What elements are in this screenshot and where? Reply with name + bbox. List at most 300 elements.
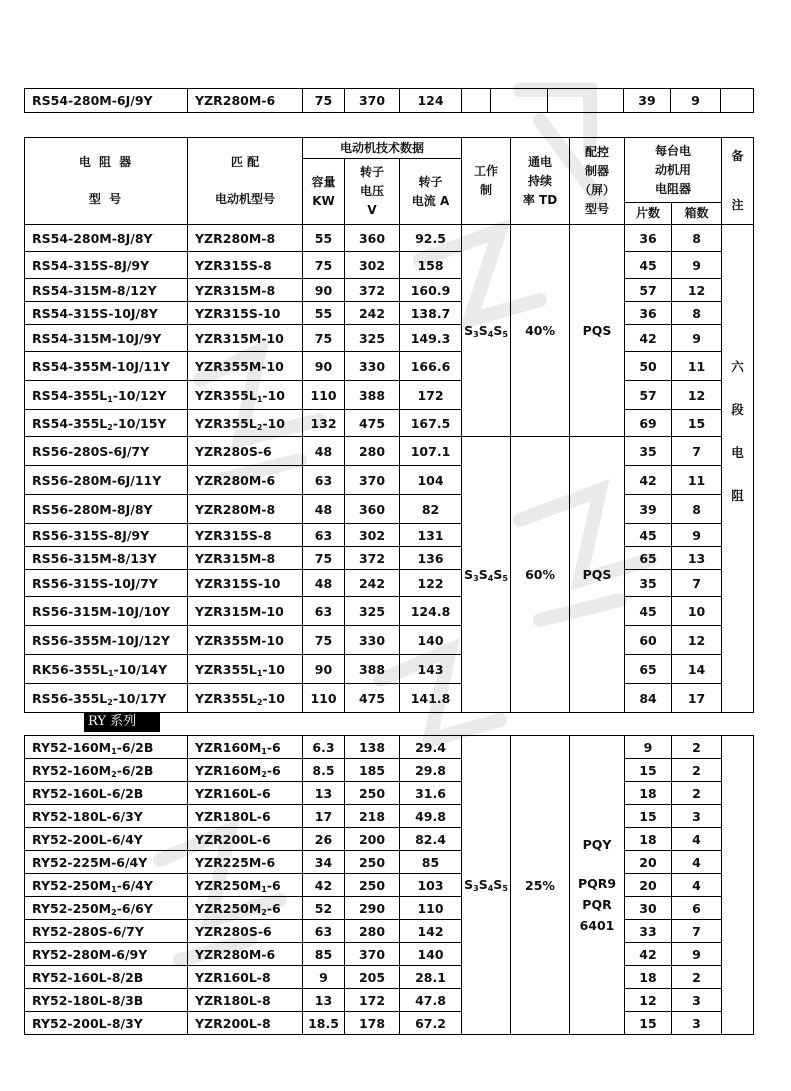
rotor-current: 47.8	[400, 989, 462, 1012]
rotor-voltage: 280	[345, 920, 400, 943]
header-resistor-type	[25, 138, 188, 225]
boxes-count: 2	[672, 736, 722, 759]
rotor-voltage: 250	[345, 851, 400, 874]
boxes-count: 13	[672, 547, 722, 570]
rotor-current: 49.8	[400, 805, 462, 828]
table-row	[25, 626, 754, 655]
pieces-count: 65	[625, 547, 672, 570]
pieces-count: 15	[625, 805, 672, 828]
rotor-current: 104	[400, 466, 462, 495]
pieces-count: 60	[625, 626, 672, 655]
rotor-voltage: 325	[345, 325, 400, 352]
rotor-current: 28.1	[400, 966, 462, 989]
table-row	[25, 352, 754, 381]
capacity-kw: 63	[303, 524, 345, 547]
table-row	[25, 524, 754, 547]
rotor-voltage: 250	[345, 782, 400, 805]
capacity-kw: 6.3	[303, 736, 345, 759]
rotor-voltage: 242	[345, 302, 400, 325]
capacity-kw: 63	[303, 597, 345, 626]
motor-model: YZR315S-8	[188, 252, 303, 279]
rotor-voltage: 290	[345, 897, 400, 920]
rotor-current: 140	[400, 626, 462, 655]
rotor-voltage: 218	[345, 805, 400, 828]
table-row	[25, 782, 754, 805]
rotor-voltage: 172	[345, 989, 400, 1012]
rotor-voltage: 360	[345, 225, 400, 252]
table-row	[25, 736, 754, 759]
boxes-count: 4	[672, 828, 722, 851]
pieces-count: 12	[625, 989, 672, 1012]
rotor-voltage: 205	[345, 966, 400, 989]
capacity-kw: 48	[303, 437, 345, 466]
header-text: （屏）	[579, 183, 616, 197]
table-row	[25, 225, 754, 252]
capacity-kw: 34	[303, 851, 345, 874]
capacity-kw: 48	[303, 570, 345, 597]
table-row	[25, 1012, 754, 1035]
table-row	[25, 381, 754, 410]
resistor-type: RY52-160L-8/2B	[25, 966, 188, 989]
motor-model: YZR280S-6	[188, 437, 303, 466]
remark-empty	[722, 736, 754, 1035]
boxes-count: 3	[672, 1012, 722, 1035]
table-row	[25, 302, 754, 325]
header-text: 型 号	[88, 192, 124, 206]
rotor-voltage: 372	[345, 279, 400, 302]
pieces-count: 50	[625, 352, 672, 381]
rotor-current: 85	[400, 851, 462, 874]
cell: 124	[400, 89, 462, 113]
resistor-type: RY52-200L-6/4Y	[25, 828, 188, 851]
rotor-voltage: 302	[345, 524, 400, 547]
rotor-current: 160.9	[400, 279, 462, 302]
motor-model: $YZR355L_1-10$	[188, 381, 303, 410]
motor-model: YZR225M-6	[188, 851, 303, 874]
header-text: 通电	[528, 154, 553, 169]
rotor-voltage: 388	[345, 381, 400, 410]
resistor-type: RS54-315S-10J/8Y	[25, 302, 188, 325]
duty-cycle: 40%	[511, 225, 570, 437]
header-text: 电流 A	[411, 193, 450, 208]
table-row	[25, 851, 754, 874]
rotor-voltage: 280	[345, 437, 400, 466]
resistor-type: RS54-315M-10J/9Y	[25, 325, 188, 352]
boxes-count: 12	[672, 626, 722, 655]
table-row	[25, 684, 754, 713]
rotor-current: 172	[400, 381, 462, 410]
header-text: 备	[731, 149, 744, 163]
boxes-count: 11	[672, 352, 722, 381]
cell: 9	[671, 89, 721, 113]
merged-line: PQY	[582, 837, 612, 852]
pieces-count: 42	[625, 325, 672, 352]
resistor-type: RS56-315M-8/13Y	[25, 547, 188, 570]
capacity-kw: 90	[303, 352, 345, 381]
resistor-type: $RS54-355L_2-10/15Y$	[25, 410, 188, 437]
rotor-current: 103	[400, 874, 462, 897]
controller-model: PQS	[570, 225, 625, 437]
header-per-motor	[625, 138, 722, 203]
header-pieces: 片数	[625, 203, 672, 225]
header-text: 动机用	[655, 162, 692, 177]
capacity-kw: 75	[303, 547, 345, 570]
resistor-type: RS54-315M-8/12Y	[25, 279, 188, 302]
top-row-table	[24, 88, 754, 113]
header-duty	[511, 138, 570, 225]
pieces-count: 18	[625, 966, 672, 989]
header-boxes: 箱数	[672, 203, 722, 225]
boxes-count: 7	[672, 570, 722, 597]
resistor-type: RY52-200L-8/3Y	[25, 1012, 188, 1035]
merged-line	[570, 855, 624, 873]
boxes-count: 9	[672, 943, 722, 966]
header-text: 工作	[474, 164, 499, 178]
resistor-type: RS56-355M-10J/12Y	[25, 626, 188, 655]
pieces-count: 9	[625, 736, 672, 759]
motor-model: $YZR250M_2-6$	[188, 897, 303, 920]
pieces-count: 65	[625, 655, 672, 684]
boxes-count: 7	[672, 920, 722, 943]
motor-model: YZR160L-6	[188, 782, 303, 805]
table-row	[25, 874, 754, 897]
capacity-kw: 132	[303, 410, 345, 437]
motor-model: YZR315M-8	[188, 547, 303, 570]
capacity-kw: 75	[303, 325, 345, 352]
motor-model: YZR315M-10	[188, 597, 303, 626]
table-row	[25, 252, 754, 279]
merged-line: PQR	[582, 897, 612, 912]
rotor-current: 67.2	[400, 1012, 462, 1035]
header-text: V	[367, 203, 377, 217]
resistor-type: RY52-225M-6/4Y	[25, 851, 188, 874]
pieces-count: 42	[625, 466, 672, 495]
resistor-type: RS56-280S-6J/7Y	[25, 437, 188, 466]
cell: YZR280M-6	[188, 89, 303, 113]
work-mode: $S_3S_4S_5$	[462, 736, 511, 1035]
boxes-count: 7	[672, 437, 722, 466]
motor-model: YZR280S-6	[188, 920, 303, 943]
boxes-count: 14	[672, 655, 722, 684]
header-text: 注	[731, 198, 744, 212]
table-row	[25, 943, 754, 966]
motor-model: YZR280M-8	[188, 495, 303, 524]
resistor-type: RS56-280M-6J/11Y	[25, 466, 188, 495]
capacity-kw: 75	[303, 252, 345, 279]
capacity-kw: 8.5	[303, 759, 345, 782]
header-text: 电压	[359, 184, 384, 198]
remark-text: 六段电阻	[731, 359, 744, 503]
resistor-type: $RY52-160M_2-6/2B$	[25, 759, 188, 782]
boxes-count: 6	[672, 897, 722, 920]
work-mode: $S_3S_4S_5$	[462, 437, 511, 713]
capacity-kw: 75	[303, 626, 345, 655]
rotor-current: 110	[400, 897, 462, 920]
rotor-current: 141.8	[400, 684, 462, 713]
header-text: 制	[480, 183, 493, 197]
pieces-count: 36	[625, 225, 672, 252]
boxes-count: 8	[672, 302, 722, 325]
motor-model: YZR315M-8	[188, 279, 303, 302]
motor-model: $YZR160M_1-6$	[188, 736, 303, 759]
rotor-voltage: 475	[345, 410, 400, 437]
header-remark	[722, 138, 754, 225]
capacity-kw: 110	[303, 381, 345, 410]
table-row	[25, 828, 754, 851]
motor-model: YZR180L-6	[188, 805, 303, 828]
rotor-voltage: 302	[345, 252, 400, 279]
capacity-kw: 48	[303, 495, 345, 524]
merged-line: 6401	[579, 918, 615, 933]
pieces-count: 18	[625, 782, 672, 805]
rotor-voltage: 330	[345, 352, 400, 381]
boxes-count: 3	[672, 989, 722, 1012]
header-text: 电动机型号	[214, 192, 275, 206]
capacity-kw: 13	[303, 989, 345, 1012]
rotor-voltage: 250	[345, 874, 400, 897]
work-mode: $S_3S_4S_5$	[462, 225, 511, 437]
motor-model: YZR315S-10	[188, 570, 303, 597]
boxes-count: 8	[672, 225, 722, 252]
pieces-count: 35	[625, 570, 672, 597]
header-text: 转子	[359, 165, 384, 179]
pieces-count: 69	[625, 410, 672, 437]
header-work-mode	[462, 138, 511, 225]
pieces-count: 84	[625, 684, 672, 713]
rotor-voltage: 330	[345, 626, 400, 655]
top-row	[25, 89, 754, 113]
resistor-type: RY52-180L-6/3Y	[25, 805, 188, 828]
boxes-count: 12	[672, 381, 722, 410]
header-rotor-current	[400, 159, 462, 225]
resistor-type: RS54-315S-8J/9Y	[25, 252, 188, 279]
rotor-voltage: 360	[345, 495, 400, 524]
boxes-count: 2	[672, 966, 722, 989]
resistor-type: $RS54-355L_1-10/12Y$	[25, 381, 188, 410]
table-row	[25, 547, 754, 570]
resistor-type: RS54-280M-8J/8Y	[25, 225, 188, 252]
rotor-current: 92.5	[400, 225, 462, 252]
rotor-voltage: 178	[345, 1012, 400, 1035]
resistor-type: $RY52-250M_2-6/6Y$	[25, 897, 188, 920]
table-row	[25, 989, 754, 1012]
rotor-current: 122	[400, 570, 462, 597]
duty-cycle: 60%	[511, 437, 570, 713]
rotor-current: 107.1	[400, 437, 462, 466]
table-row	[25, 466, 754, 495]
rotor-voltage: 475	[345, 684, 400, 713]
boxes-count: 3	[672, 805, 722, 828]
controller-model: PQS	[570, 437, 625, 713]
header-text: 型号	[585, 202, 610, 216]
motor-model: YZR180L-8	[188, 989, 303, 1012]
rotor-current: 149.3	[400, 325, 462, 352]
rotor-voltage: 388	[345, 655, 400, 684]
table-row	[25, 279, 754, 302]
resistor-type: $RK56-355L_1-10/14Y$	[25, 655, 188, 684]
header-text: 匹 配	[230, 155, 260, 169]
pieces-count: 35	[625, 437, 672, 466]
header-text: 转子	[418, 174, 443, 189]
cell: 75	[303, 89, 345, 113]
motor-model: $YZR355L_2-10$	[188, 684, 303, 713]
capacity-kw: 26	[303, 828, 345, 851]
rotor-current: 143	[400, 655, 462, 684]
rotor-voltage: 242	[345, 570, 400, 597]
capacity-kw: 9	[303, 966, 345, 989]
boxes-count: 8	[672, 495, 722, 524]
rotor-current: 142	[400, 920, 462, 943]
rotor-current: 131	[400, 524, 462, 547]
capacity-kw: 42	[303, 874, 345, 897]
capacity-kw: 90	[303, 655, 345, 684]
rotor-current: 138.7	[400, 302, 462, 325]
remark-six-stage	[722, 225, 754, 713]
pieces-count: 45	[625, 252, 672, 279]
boxes-count: 9	[672, 524, 722, 547]
header-capacity	[303, 159, 345, 225]
table-row	[25, 597, 754, 626]
motor-model: $YZR160M_2-6$	[188, 759, 303, 782]
table-row	[25, 325, 754, 352]
rotor-voltage: 325	[345, 597, 400, 626]
capacity-kw: 17	[303, 805, 345, 828]
resistor-type: RY52-160L-6/2B	[25, 782, 188, 805]
resistor-type: RS56-280M-8J/8Y	[25, 495, 188, 524]
motor-model: YZR280M-8	[188, 225, 303, 252]
rotor-voltage: 200	[345, 828, 400, 851]
pieces-count: 33	[625, 920, 672, 943]
header-rotor-voltage	[345, 159, 400, 225]
cell	[721, 89, 754, 113]
pieces-count: 20	[625, 874, 672, 897]
header-text: 容量	[311, 174, 336, 189]
header-text: 每台电	[655, 143, 692, 158]
pieces-count: 20	[625, 851, 672, 874]
table-row	[25, 805, 754, 828]
rotor-voltage: 138	[345, 736, 400, 759]
capacity-kw: 110	[303, 684, 345, 713]
capacity-kw: 90	[303, 279, 345, 302]
rotor-voltage: 370	[345, 943, 400, 966]
pieces-count: 57	[625, 381, 672, 410]
controller-model	[570, 736, 625, 1035]
rotor-current: 167.5	[400, 410, 462, 437]
cell: 39	[624, 89, 671, 113]
rotor-voltage: 185	[345, 759, 400, 782]
pieces-count: 42	[625, 943, 672, 966]
motor-model: $YZR250M_1-6$	[188, 874, 303, 897]
header-controller	[570, 138, 625, 225]
table-row	[25, 897, 754, 920]
header-text: 率 TD	[522, 192, 558, 207]
capacity-kw: 63	[303, 920, 345, 943]
ry-series-label: RY 系列	[84, 712, 160, 732]
table-row	[25, 495, 754, 524]
cell: RS54-280M-6J/9Y	[25, 89, 188, 113]
boxes-count: 15	[672, 410, 722, 437]
rotor-current: 29.8	[400, 759, 462, 782]
boxes-count: 10	[672, 597, 722, 626]
resistor-type: RY52-180L-8/3B	[25, 989, 188, 1012]
resistor-type: RS56-315S-8J/9Y	[25, 524, 188, 547]
resistor-type: RS56-315S-10J/7Y	[25, 570, 188, 597]
resistor-type: RY52-280S-6/7Y	[25, 920, 188, 943]
motor-model: YZR200L-8	[188, 1012, 303, 1035]
table-row	[25, 410, 754, 437]
header-text: 电阻器	[655, 181, 692, 196]
header-match-motor	[188, 138, 303, 225]
capacity-kw: 52	[303, 897, 345, 920]
capacity-kw: 85	[303, 943, 345, 966]
rotor-current: 31.6	[400, 782, 462, 805]
pieces-count: 36	[625, 302, 672, 325]
pieces-count: 57	[625, 279, 672, 302]
table-row	[25, 759, 754, 782]
motor-model: YZR315S-8	[188, 524, 303, 547]
boxes-count: 9	[672, 325, 722, 352]
capacity-kw: 63	[303, 466, 345, 495]
cell: 370	[345, 89, 400, 113]
rotor-current: 29.4	[400, 736, 462, 759]
capacity-kw: 55	[303, 225, 345, 252]
pieces-count: 15	[625, 1012, 672, 1035]
table-row	[25, 966, 754, 989]
rotor-current: 140	[400, 943, 462, 966]
pieces-count: 45	[625, 597, 672, 626]
resistor-type: $RS56-355L_2-10/17Y$	[25, 684, 188, 713]
header-text: 配控	[585, 145, 610, 159]
rotor-current: 136	[400, 547, 462, 570]
cell	[491, 89, 548, 113]
rotor-current: 124.8	[400, 597, 462, 626]
header-motor-data: 电动机技术数据	[303, 138, 462, 159]
table-row	[25, 437, 754, 466]
rotor-current: 82.4	[400, 828, 462, 851]
resistor-type: $RY52-250M_1-6/4Y$	[25, 874, 188, 897]
pieces-count: 30	[625, 897, 672, 920]
header-text: 电 阻 器	[78, 155, 134, 169]
rotor-voltage: 370	[345, 466, 400, 495]
motor-model: YZR160L-8	[188, 966, 303, 989]
rotor-current: 166.6	[400, 352, 462, 381]
boxes-count: 11	[672, 466, 722, 495]
header-text: KW	[312, 193, 335, 208]
rs-table	[24, 137, 754, 713]
table-row	[25, 920, 754, 943]
table-row	[25, 655, 754, 684]
motor-model: YZR355M-10	[188, 352, 303, 381]
resistor-type: RY52-280M-6/9Y	[25, 943, 188, 966]
capacity-kw: 55	[303, 302, 345, 325]
cell	[462, 89, 491, 113]
motor-model: YZR315S-10	[188, 302, 303, 325]
boxes-count: 4	[672, 851, 722, 874]
pieces-count: 15	[625, 759, 672, 782]
motor-model: $YZR355L_2-10$	[188, 410, 303, 437]
motor-model: YZR355M-10	[188, 626, 303, 655]
rotor-current: 158	[400, 252, 462, 279]
rotor-voltage: 372	[345, 547, 400, 570]
boxes-count: 2	[672, 782, 722, 805]
header-text: 制器	[585, 164, 610, 178]
capacity-kw: 18.5	[303, 1012, 345, 1035]
ry-table	[24, 735, 754, 1035]
resistor-type: $RY52-160M_1-6/2B$	[25, 736, 188, 759]
motor-model: YZR280M-6	[188, 943, 303, 966]
boxes-count: 9	[672, 252, 722, 279]
capacity-kw: 13	[303, 782, 345, 805]
